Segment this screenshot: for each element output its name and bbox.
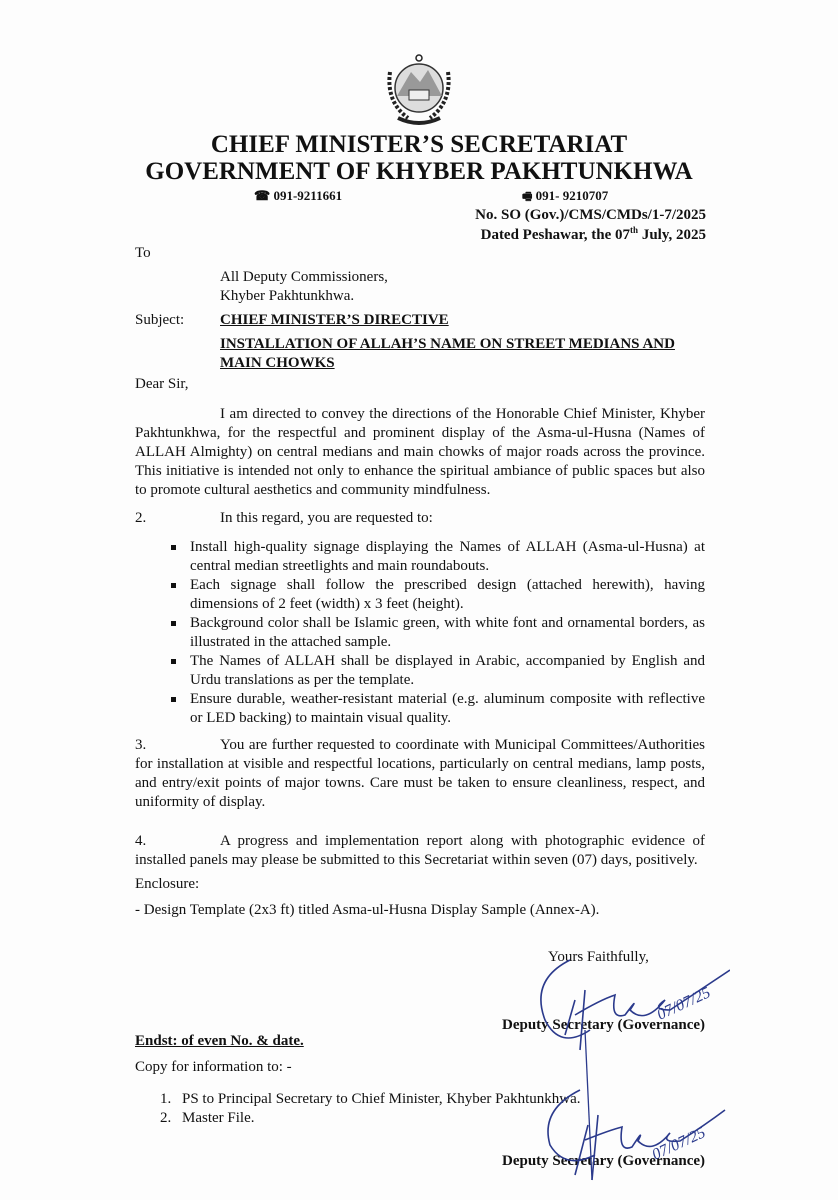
paragraph-2-number: 2. [135,510,147,526]
addressee-line-2: Khyber Pakhtunkhwa. [220,288,355,304]
copy-item-1: 1. PS to Principal Secretary to Chief Minister, Khyber Pakhtunkhwa. [160,1091,581,1107]
to-label: To [135,245,151,261]
handwritten-signature-1 [530,940,730,1180]
paragraph-3-number: 3. [135,737,147,753]
paragraph-2-intro: In this regard, you are requested to: [220,510,433,526]
requirements-list [168,538,705,728]
list-item: The Names of ALLAH shall be displayed in Arabic, accompanied by English and Urdu translations as per the template. [168,652,705,690]
paragraph-1: I am directed to convey the directions of the Honorable Chief Minister, Khyber Pakhtunkhwa, for the respectful and prominent display of the Asma-ul-Husna (Names of ALLAH Almighty) on central medians and main chowks of major roads across the province. This initiative is intended not only to enhance the spiritual ambiance of public spaces but also to promote cultural aesthetics and community mindfulness. [135,406,705,498]
copy-intro: Copy for information to: - [135,1059,292,1075]
phone-icon: ☎ [254,188,271,203]
fax-number: 🖷 091- 9210707 [522,188,609,203]
list-item: Background color shall be Islamic green, with white font and ornamental borders, as illustrated in the attached sample. [168,614,705,652]
signatory-designation-1: Deputy Secretary (Governance) [502,1017,705,1033]
subject-label: Subject: [135,312,185,328]
phone-number: ☎ 091-9211661 [254,188,343,203]
subject-line-2: INSTALLATION OF ALLAH’S NAME ON STREET MEDIANS AND MAIN CHOWKS [220,336,675,371]
closing: Yours Faithfully, [548,949,649,965]
government-emblem [378,52,460,134]
signatory-designation-2: Deputy Secretary (Governance) [502,1153,705,1169]
list-item: Ensure durable, weather-resistant material (e.g. aluminum composite with reflective or LED backing) to maintain visual quality. [168,690,705,728]
fax-icon: 🖷 [522,191,533,203]
endorsement-label: Endst: of even No. & date. [135,1033,304,1049]
copy-item-2: 2. Master File. [160,1110,255,1126]
secretariat-title: CHIEF MINISTER’S SECRETARIAT [210,131,628,158]
dated-line: Dated Peshawar, the 07th July, 2025 [480,225,706,243]
salutation: Dear Sir, [135,376,189,392]
addressee-line-1: All Deputy Commissioners, [220,269,388,285]
list-item: Install high-quality signage displaying the Names of ALLAH (Asma-ul-Husna) at central median streetlights and main roundabouts. [168,538,705,576]
signature-date-1: 07/07/25 [654,984,714,1024]
paragraph-4: A progress and implementation report along with photographic evidence of installed panels may please be submitted to this Secretariat within seven (07) days, positively. [135,833,705,868]
signature-date-2: 07/07/25 [649,1124,709,1164]
subject-line-1: CHIEF MINISTER’S DIRECTIVE [220,312,449,328]
list-item: Each signage shall follow the prescribed design (attached herewith), having dimensions of 2 feet (width) x 3 feet (height). [168,576,705,614]
reference-number: No. SO (Gov.)/CMS/CMDs/1-7/2025 [475,207,706,223]
enclosure-item: - Design Template (2x3 ft) titled Asma-ul-Husna Display Sample (Annex-A). [135,902,600,918]
paragraph-3: You are further requested to coordinate with Municipal Committees/Authorities for installation at visible and respectful locations, particularly on central medians, lamp posts, and entry/exit points of major towns. Care must be taken to ensure cleanliness, respect, and uniformity of display. [135,737,705,810]
paragraph-4-number: 4. [135,833,147,849]
enclosure-label: Enclosure: [135,876,200,892]
government-title: GOVERNMENT OF KHYBER PAKHTUNKHWA [145,158,693,185]
